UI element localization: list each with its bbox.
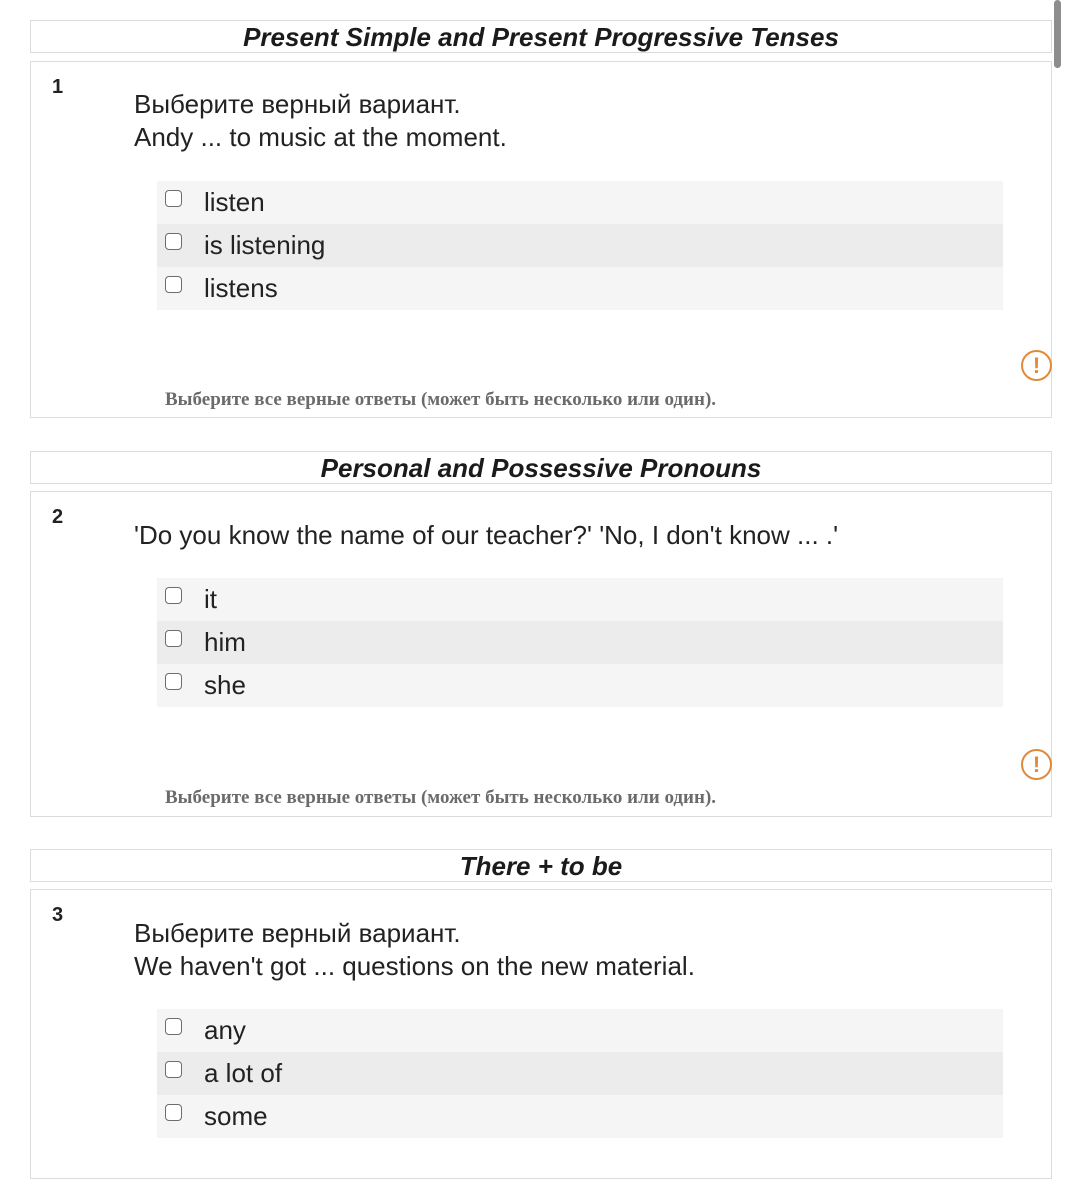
question-line: We haven't got ... questions on the new material. <box>134 951 695 981</box>
option-item[interactable] <box>157 621 1003 664</box>
question-box-1 <box>30 61 1052 418</box>
question-number: 2 <box>52 506 64 528</box>
scrollbar-thumb[interactable] <box>1054 0 1061 68</box>
section-header-pronouns: Personal and Possessive Pronouns <box>30 451 1052 484</box>
checkbox[interactable] <box>165 673 182 690</box>
option-label: it <box>204 584 217 614</box>
section-header-there-to-be: There + to be <box>30 849 1052 882</box>
question-text <box>134 88 507 154</box>
question-line: Выберите верный вариант. <box>134 918 461 948</box>
option-item[interactable] <box>157 181 1003 224</box>
option-item[interactable] <box>157 1095 1003 1138</box>
option-label: some <box>204 1101 268 1131</box>
question-line: Andy ... to music at the moment. <box>134 122 507 152</box>
question-line: Выберите верный вариант. <box>134 89 461 119</box>
checkbox[interactable] <box>165 1061 182 1078</box>
checkbox[interactable] <box>165 233 182 250</box>
checkbox[interactable] <box>165 1104 182 1121</box>
question-line: 'Do you know the name of our teacher?' 'No, I don't know ... .' <box>134 520 839 550</box>
question-box-3 <box>30 889 1052 1179</box>
option-label: she <box>204 670 246 700</box>
checkbox[interactable] <box>165 587 182 604</box>
checkbox[interactable] <box>165 630 182 647</box>
answer-hint: Выберите все верные ответы (может быть несколько или один). <box>165 389 717 410</box>
question-box-2 <box>30 491 1052 817</box>
checkbox[interactable] <box>165 190 182 207</box>
option-item[interactable] <box>157 664 1003 707</box>
section-header-tenses: Present Simple and Present Progressive Tenses <box>30 20 1052 53</box>
options-list <box>157 1009 1003 1138</box>
option-label: him <box>204 627 246 657</box>
option-item[interactable] <box>157 1009 1003 1052</box>
checkbox[interactable] <box>165 1018 182 1035</box>
option-label: listen <box>204 187 265 217</box>
option-label: any <box>204 1015 246 1045</box>
exclamation-circle-icon: ! <box>1021 350 1052 381</box>
option-label: is listening <box>204 230 326 260</box>
options-list <box>157 578 1003 707</box>
option-item[interactable] <box>157 1052 1003 1095</box>
option-item[interactable] <box>157 267 1003 310</box>
checkbox[interactable] <box>165 276 182 293</box>
option-label: a lot of <box>204 1058 283 1088</box>
option-item[interactable] <box>157 224 1003 267</box>
options-list <box>157 181 1003 310</box>
question-text <box>134 917 695 983</box>
option-item[interactable] <box>157 578 1003 621</box>
question-number: 1 <box>52 76 64 98</box>
question-number: 3 <box>52 904 64 926</box>
question-text <box>134 519 838 552</box>
option-label: listens <box>204 273 278 303</box>
exclamation-circle-icon: ! <box>1021 749 1052 780</box>
answer-hint: Выберите все верные ответы (может быть несколько или один). <box>165 787 717 808</box>
